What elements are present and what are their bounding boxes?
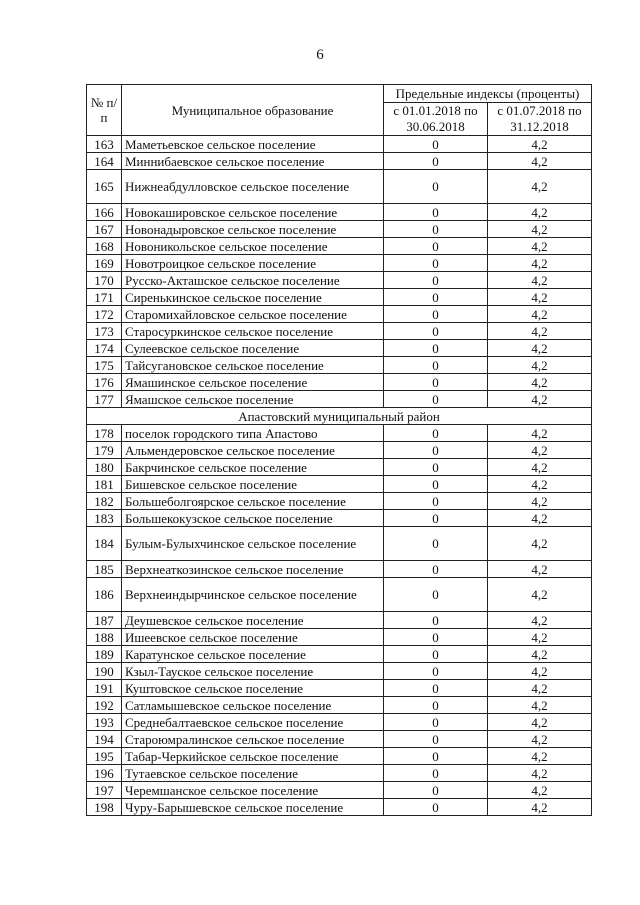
- table-row: [87, 799, 592, 816]
- index-value-period-1: 0: [384, 306, 488, 323]
- municipality-name: Старомихайловское сельское поселение: [122, 306, 384, 323]
- table-row: [87, 714, 592, 731]
- index-value-period-1: 0: [384, 765, 488, 782]
- row-number: 197: [87, 782, 122, 799]
- column-header-municipality: Муниципальное образование: [122, 85, 384, 136]
- index-value-period-2: 4,2: [488, 629, 592, 646]
- row-number: 164: [87, 153, 122, 170]
- index-value-period-1: 0: [384, 612, 488, 629]
- table-row: [87, 629, 592, 646]
- index-value-period-2: 4,2: [488, 442, 592, 459]
- table-header: [87, 85, 592, 136]
- index-value-period-2: 4,2: [488, 306, 592, 323]
- table-row: [87, 272, 592, 289]
- index-value-period-2: 4,2: [488, 561, 592, 578]
- municipality-name: Старосуркинское сельское поселение: [122, 323, 384, 340]
- row-number: 165: [87, 170, 122, 204]
- municipality-name: Ямашское сельское поселение: [122, 391, 384, 408]
- index-value-period-1: 0: [384, 255, 488, 272]
- table-row: [87, 153, 592, 170]
- row-number: 179: [87, 442, 122, 459]
- municipality-name: Верхнеиндырчинское сельское поселение: [122, 578, 384, 612]
- index-value-period-2: 4,2: [488, 374, 592, 391]
- municipality-name: Большеболгоярское сельское поселение: [122, 493, 384, 510]
- index-value-period-1: 0: [384, 561, 488, 578]
- municipality-name: Миннибаевское сельское поселение: [122, 153, 384, 170]
- row-number: 172: [87, 306, 122, 323]
- municipality-name: Верхнеаткозинское сельское поселение: [122, 561, 384, 578]
- index-value-period-2: 4,2: [488, 493, 592, 510]
- municipality-name: Каратунское сельское поселение: [122, 646, 384, 663]
- row-number: 194: [87, 731, 122, 748]
- row-number: 183: [87, 510, 122, 527]
- index-value-period-1: 0: [384, 272, 488, 289]
- index-value-period-2: 4,2: [488, 663, 592, 680]
- table-row: [87, 459, 592, 476]
- table-row: [87, 748, 592, 765]
- municipality-name: Ямашинское сельское поселение: [122, 374, 384, 391]
- municipality-name: поселок городского типа Апастово: [122, 425, 384, 442]
- index-value-period-2: 4,2: [488, 391, 592, 408]
- municipality-name: Русско-Акташское сельское поселение: [122, 272, 384, 289]
- municipality-name: Новотроицкое сельское поселение: [122, 255, 384, 272]
- index-value-period-2: 4,2: [488, 357, 592, 374]
- index-value-period-1: 0: [384, 170, 488, 204]
- table-body-part-1: [87, 136, 592, 408]
- row-number: 181: [87, 476, 122, 493]
- index-value-period-1: 0: [384, 646, 488, 663]
- index-value-period-2: 4,2: [488, 697, 592, 714]
- index-value-period-1: 0: [384, 425, 488, 442]
- municipality-name: Тайсугановское сельское поселение: [122, 357, 384, 374]
- municipality-name: Кзыл-Тауское сельское поселение: [122, 663, 384, 680]
- municipality-name: Булым-Булыхчинское сельское поселение: [122, 527, 384, 561]
- section-title: Апастовский муниципальный район: [87, 408, 592, 425]
- index-value-period-2: 4,2: [488, 714, 592, 731]
- row-number: 166: [87, 204, 122, 221]
- index-value-period-2: 4,2: [488, 340, 592, 357]
- table-row: [87, 731, 592, 748]
- index-value-period-2: 4,2: [488, 799, 592, 816]
- municipality-name: Нижнеабдулловское сельское поселение: [122, 170, 384, 204]
- index-value-period-1: 0: [384, 782, 488, 799]
- table-row: [87, 170, 592, 204]
- table-row: [87, 289, 592, 306]
- municipality-name: Куштовское сельское поселение: [122, 680, 384, 697]
- table-row: [87, 493, 592, 510]
- index-value-period-2: 4,2: [488, 272, 592, 289]
- municipality-name: Табар-Черкийское сельское поселение: [122, 748, 384, 765]
- index-value-period-2: 4,2: [488, 527, 592, 561]
- table-row: [87, 425, 592, 442]
- index-value-period-2: 4,2: [488, 153, 592, 170]
- index-value-period-1: 0: [384, 357, 488, 374]
- municipality-name: Староюмралинское сельское поселение: [122, 731, 384, 748]
- index-value-period-2: 4,2: [488, 731, 592, 748]
- municipality-name: Новонадыровское сельское поселение: [122, 221, 384, 238]
- municipality-name: Сулеевское сельское поселение: [122, 340, 384, 357]
- table-row: [87, 306, 592, 323]
- table-row: [87, 442, 592, 459]
- row-number: 175: [87, 357, 122, 374]
- municipality-name: Черемшанское сельское поселение: [122, 782, 384, 799]
- row-number: 188: [87, 629, 122, 646]
- table-row: [87, 238, 592, 255]
- row-number: 196: [87, 765, 122, 782]
- index-value-period-1: 0: [384, 153, 488, 170]
- row-number: 187: [87, 612, 122, 629]
- column-header-period-1: с 01.01.2018 по 30.06.2018: [384, 103, 488, 136]
- table-row: [87, 391, 592, 408]
- row-number: 171: [87, 289, 122, 306]
- table-row: [87, 782, 592, 799]
- index-value-period-2: 4,2: [488, 136, 592, 153]
- row-number: 170: [87, 272, 122, 289]
- tariff-index-table: [86, 84, 592, 816]
- table-row: [87, 340, 592, 357]
- municipality-name: Альмендеровское сельское поселение: [122, 442, 384, 459]
- index-value-period-1: 0: [384, 221, 488, 238]
- index-value-period-1: 0: [384, 391, 488, 408]
- municipality-name: Новокашировское сельское поселение: [122, 204, 384, 221]
- index-value-period-1: 0: [384, 748, 488, 765]
- index-value-period-1: 0: [384, 323, 488, 340]
- index-value-period-2: 4,2: [488, 170, 592, 204]
- row-number: 192: [87, 697, 122, 714]
- index-value-period-1: 0: [384, 238, 488, 255]
- row-number: 167: [87, 221, 122, 238]
- municipality-name: Деушевское сельское поселение: [122, 612, 384, 629]
- row-number: 184: [87, 527, 122, 561]
- column-header-limit-indices: Предельные индексы (проценты): [384, 85, 592, 103]
- row-number: 182: [87, 493, 122, 510]
- index-value-period-1: 0: [384, 459, 488, 476]
- index-value-period-2: 4,2: [488, 238, 592, 255]
- municipality-name: Бишевское сельское поселение: [122, 476, 384, 493]
- index-value-period-1: 0: [384, 527, 488, 561]
- row-number: 173: [87, 323, 122, 340]
- row-number: 189: [87, 646, 122, 663]
- table-row: [87, 357, 592, 374]
- table-row: [87, 646, 592, 663]
- table-row: [87, 663, 592, 680]
- page-number: 6: [316, 47, 324, 63]
- index-value-period-2: 4,2: [488, 425, 592, 442]
- table-row: [87, 204, 592, 221]
- table-row: [87, 255, 592, 272]
- index-value-period-1: 0: [384, 476, 488, 493]
- index-value-period-1: 0: [384, 714, 488, 731]
- index-value-period-1: 0: [384, 340, 488, 357]
- row-number: 169: [87, 255, 122, 272]
- index-value-period-2: 4,2: [488, 255, 592, 272]
- table-row: [87, 697, 592, 714]
- row-number: 190: [87, 663, 122, 680]
- table-body-part-2: [87, 425, 592, 816]
- row-number: 191: [87, 680, 122, 697]
- index-value-period-2: 4,2: [488, 680, 592, 697]
- municipality-name: Чуру-Барышевское сельское поселение: [122, 799, 384, 816]
- index-value-period-1: 0: [384, 578, 488, 612]
- index-value-period-1: 0: [384, 799, 488, 816]
- index-value-period-2: 4,2: [488, 612, 592, 629]
- row-number: 193: [87, 714, 122, 731]
- index-value-period-1: 0: [384, 680, 488, 697]
- row-number: 178: [87, 425, 122, 442]
- table-row: [87, 561, 592, 578]
- table-row: [87, 680, 592, 697]
- row-number: 195: [87, 748, 122, 765]
- table-row: [87, 374, 592, 391]
- municipality-name: Среднебалтаевское сельское поселение: [122, 714, 384, 731]
- index-value-period-2: 4,2: [488, 221, 592, 238]
- index-value-period-2: 4,2: [488, 765, 592, 782]
- index-value-period-1: 0: [384, 697, 488, 714]
- index-value-period-1: 0: [384, 289, 488, 306]
- municipality-name: Тутаевское сельское поселение: [122, 765, 384, 782]
- section-row: [87, 408, 592, 425]
- column-header-period-2: с 01.07.2018 по 31.12.2018: [488, 103, 592, 136]
- row-number: 168: [87, 238, 122, 255]
- table-row: [87, 527, 592, 561]
- index-value-period-2: 4,2: [488, 204, 592, 221]
- municipality-name: Сатламышевское сельское поселение: [122, 697, 384, 714]
- row-number: 163: [87, 136, 122, 153]
- municipality-name: Сиренькинское сельское поселение: [122, 289, 384, 306]
- municipality-name: Новоникольское сельское поселение: [122, 238, 384, 255]
- table-row: [87, 612, 592, 629]
- index-value-period-2: 4,2: [488, 289, 592, 306]
- index-value-period-2: 4,2: [488, 459, 592, 476]
- table-row: [87, 323, 592, 340]
- row-number: 177: [87, 391, 122, 408]
- table-row: [87, 578, 592, 612]
- row-number: 176: [87, 374, 122, 391]
- index-value-period-2: 4,2: [488, 748, 592, 765]
- municipality-name: Большекокузское сельское поселение: [122, 510, 384, 527]
- index-value-period-2: 4,2: [488, 476, 592, 493]
- index-value-period-1: 0: [384, 204, 488, 221]
- row-number: 186: [87, 578, 122, 612]
- table-row: [87, 510, 592, 527]
- row-number: 180: [87, 459, 122, 476]
- index-value-period-2: 4,2: [488, 646, 592, 663]
- index-value-period-2: 4,2: [488, 510, 592, 527]
- municipality-name: Бакрчинское сельское поселение: [122, 459, 384, 476]
- column-header-number: № п/п: [87, 85, 122, 136]
- row-number: 185: [87, 561, 122, 578]
- table-section: [87, 408, 592, 425]
- table-row: [87, 765, 592, 782]
- row-number: 174: [87, 340, 122, 357]
- index-value-period-1: 0: [384, 374, 488, 391]
- index-value-period-1: 0: [384, 629, 488, 646]
- table-row: [87, 476, 592, 493]
- row-number: 198: [87, 799, 122, 816]
- municipality-name: Маметьевское сельское поселение: [122, 136, 384, 153]
- table-row: [87, 221, 592, 238]
- index-value-period-1: 0: [384, 493, 488, 510]
- municipality-name: Ишеевское сельское поселение: [122, 629, 384, 646]
- index-value-period-1: 0: [384, 663, 488, 680]
- index-value-period-2: 4,2: [488, 578, 592, 612]
- index-value-period-1: 0: [384, 731, 488, 748]
- index-value-period-1: 0: [384, 442, 488, 459]
- table-row: [87, 136, 592, 153]
- index-value-period-1: 0: [384, 510, 488, 527]
- index-value-period-2: 4,2: [488, 782, 592, 799]
- index-value-period-1: 0: [384, 136, 488, 153]
- index-value-period-2: 4,2: [488, 323, 592, 340]
